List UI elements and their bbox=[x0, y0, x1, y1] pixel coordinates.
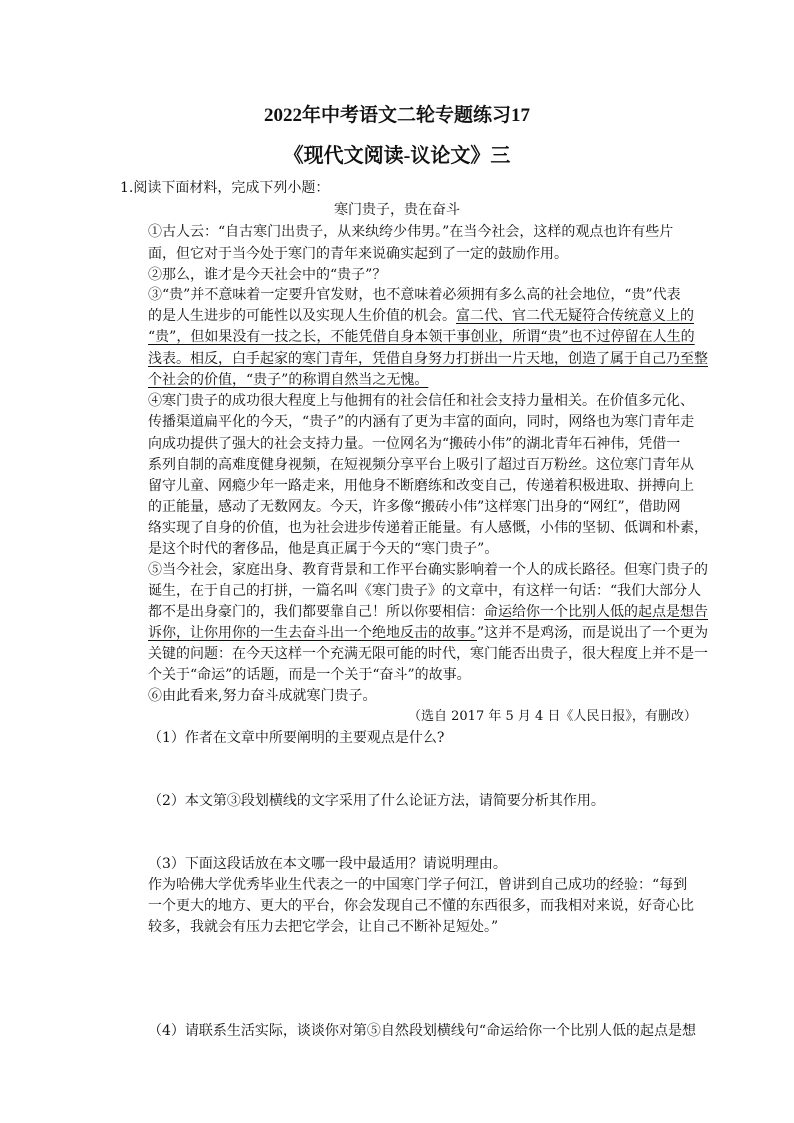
para4-line: 络实现了自身的价值，也为社会进步传递着正能量。有人感慨，小伟的坚韧、低调和朴素， bbox=[148, 520, 708, 536]
page-subtitle: 《现代文阅读-议论文》三 bbox=[283, 145, 511, 167]
para3-line: ③“贵”并不意味着一定要升官发财，也不意味着必须拥有多么高的社会地位，“贵”代表 bbox=[148, 287, 681, 303]
question-3-passage: 作为哈佛大学优秀毕业生代表之一的中国寒门学子何江，曾讲到自己成功的经验：“每到 bbox=[148, 877, 688, 893]
para4-line: 传播渠道扁平化的今天，“贵子”的内涵有了更为丰富的面向，同时，网络也为寒门青年走 bbox=[148, 414, 695, 430]
para5-text: ”这并不是鸡汤，而是说出了一个更为 bbox=[477, 625, 709, 641]
para5-line: 个关于“命运”的话题，而是一个关于“奋斗”的故事。 bbox=[148, 667, 471, 683]
para3-underlined-line: “贵”，但如果没有一技之长，不能凭借自身本领干事创业，所谓“贵”也不过停留在人生的 bbox=[148, 329, 695, 345]
para3-underlined-text: 富二代、官二代无疑符合传统意义上的 bbox=[456, 308, 694, 324]
para3-underlined-line: 浅表。相反，白手起家的寒门青年，凭借自身努力打拼出一片天地，创造了属于自己乃至整 bbox=[148, 351, 708, 367]
para1-line: 面，但它对于当今处于寒门的青年来说确实起到了一定的鼓励作用。 bbox=[148, 246, 568, 262]
question-instruction: 1.阅读下面材料，完成下列小题： bbox=[120, 180, 330, 196]
question-3-passage: 一个更大的地方、更大的平台，你会发现自己不懂的东西很多，而我相对来说，好奇心比 bbox=[148, 898, 694, 914]
page-title: 2022年中考语文二轮专题练习17 bbox=[263, 105, 530, 126]
para4-line: 的正能量，感动了无数网友。今天，许多像“搬砖小伟”这样寒门出身的“网红”，借助网 bbox=[148, 499, 681, 515]
para1-line: ①古人云：“自古寒门出贵子，从来纨绔少伟男。”在当今社会，这样的观点也许有些片 bbox=[148, 224, 674, 240]
para5-text: 都不是出身豪门的，我们都要靠自己！所以你要相信： bbox=[148, 604, 484, 620]
para4-line: ④寒门贵子的成功很大程度上与他拥有的社会信任和社会支持力量相关。在价值多元化、 bbox=[148, 393, 694, 409]
question-4: （4）请联系生活实际，谈谈你对第⑤自然段划横线句“命运给你一个比别人低的起点是想 bbox=[148, 1023, 697, 1039]
para5-line bbox=[148, 623, 708, 643]
para3-text: 的是人生进步的可能性以及实现人生价值的机会。 bbox=[148, 308, 456, 324]
para5-line: 诞生，在于自己的打拼，一篇名叫《寒门贵子》的文章中，有这样一句话：“我们大部分人 bbox=[148, 583, 702, 599]
question-1: （1）作者在文章中所要阐明的主要观点是什么? bbox=[148, 730, 445, 746]
essay-title: 寒门贵子，贵在奋斗 bbox=[334, 202, 460, 218]
para4-line: 向成功提供了强大的社会支持力量。一位网名为“搬砖小伟”的湖北青年石神伟，凭借一 bbox=[148, 436, 681, 452]
para4-line: 是这个时代的奢侈品，他是真正属于今天的“寒门贵子”。 bbox=[148, 541, 499, 557]
question-2: （2）本文第③段划横线的文字采用了什么论证方法，请简要分析其作用。 bbox=[148, 793, 605, 809]
para3-line bbox=[148, 306, 694, 326]
para4-line: 留守儿童、网瘾少年一路走来，用他身不断磨练和改变自己，传递着积极进取、拼搏向上 bbox=[148, 478, 694, 494]
source-citation: （选自 2017 年 5 月 4 日《人民日报》，有删改） bbox=[408, 709, 697, 724]
para6-line: ⑥由此看来,努力奋斗成就寒门贵子。 bbox=[148, 688, 377, 704]
question-3-passage: 较多，我就会有压力去把它学会，让自己不断补足短处。” bbox=[148, 919, 499, 935]
para5-underlined-text: 命运给你一个比别人低的起点是想告 bbox=[484, 604, 708, 620]
para5-line: ⑤当今社会，家庭出身、教育背景和工作平台确实影响着一个人的成长路径。但寒门贵子的 bbox=[148, 562, 708, 578]
para4-line: 系列自制的高难度健身视频，在短视频分享平台上吸引了超过百万粉丝。这位寒门青年从 bbox=[148, 457, 694, 473]
question-3: （3）下面这段话放在本文哪一段中最适用？请说明理由。 bbox=[148, 856, 507, 872]
para3-underlined-line: 个社会的价值，“贵子”的称谓自然当之无愧。 bbox=[148, 372, 429, 388]
para5-line: 关键的问题：在今天这样一个充满无限可能的时代，寒门能否出贵子，很大程度上并不是一 bbox=[148, 646, 708, 662]
para5-underlined-text: 诉你，让你用你的一生去奋斗出一个绝地反击的故事。 bbox=[148, 625, 477, 641]
para2-line: ②那么，谁才是今天社会中的“贵子”？ bbox=[148, 267, 387, 283]
para5-line bbox=[148, 602, 708, 622]
